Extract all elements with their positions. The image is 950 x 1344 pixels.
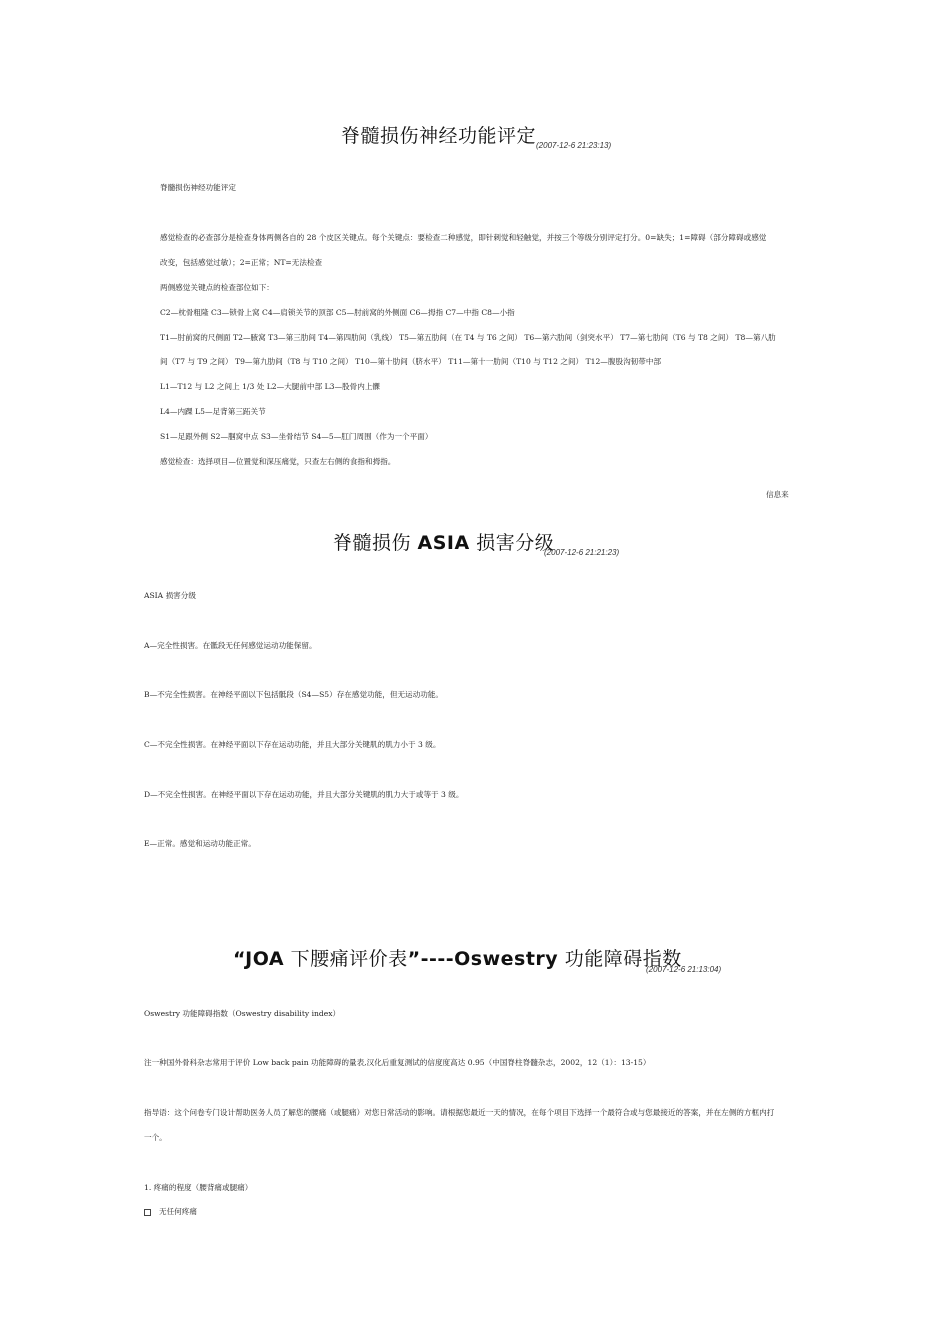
asia-grade-item: D—不完全性损害。在神经平面以下存在运动功能，并且大部分关键肌的肌力大于或等于 3 级。 [144, 790, 464, 799]
section1-paragraph: L4—内踝 L5—足背第三跖关节 [160, 407, 266, 416]
section2-title-bold: ASIA [417, 532, 470, 554]
question-1: 1. 疼痛的程度（腰背痛或腿痛） [144, 1183, 253, 1192]
section2-title-prefix: 脊髓损伤 [333, 532, 418, 554]
section3-title-end: 功能障碍指数 [558, 948, 682, 970]
section3-guide-line: 指导语：这个问卷专门设计帮助医务人员了解您的腰痛（或腿痛）对您日常活动的影响。请根据您最近一天的情况，在每个项目下选择一个最符合或与您最接近的答案，并在左侧的方框内打 [144, 1108, 775, 1117]
section2-subtitle: ASIA 损害分级 [144, 591, 196, 600]
checkbox-icon[interactable] [144, 1209, 151, 1216]
section1-timestamp: (2007-12-6 21:23:13) [536, 141, 612, 150]
section1-paragraph: C2—枕骨粗隆 C3—锁骨上窝 C4—肩锁关节的顶部 C5—肘前窝的外侧面 C6—拇指 C7—中指 C8—小指 [160, 308, 515, 317]
section1-paragraph: 两侧感觉关键点的检查部位如下： [160, 283, 274, 292]
section3-title-bold: ”----Oswestry [407, 948, 559, 970]
section3-title [233, 944, 682, 971]
section1-paragraph: L1—T12 与 L2 之间上 1/3 处 L2—大腿前中部 L3—股骨内上髁 [160, 382, 381, 391]
section1-paragraph: T1—肘前窝的尺侧面 T2—腋窝 T3—第三肋间 T4—第四肋间（乳线） T5—第五肋间（在 T4 与 T6 之间） T6—第六肋间（剑突水平） T7—第七肋间（T6 与 T8 之间） T8—第八肋 [160, 333, 776, 342]
section2-timestamp: (2007-12-6 21:21:23) [544, 548, 620, 557]
asia-grade-item: A—完全性损害。在骶段无任何感觉运动功能保留。 [144, 641, 317, 650]
section3-timestamp: (2007-12-6 21:13:04) [646, 965, 722, 974]
section1-source-note: 信息来 [766, 490, 789, 499]
section1-paragraph: S1—足跟外侧 S2—腘窝中点 S3—坐骨结节 S4—5—肛门周围（作为一个平面） [160, 432, 433, 441]
section1-paragraph: 间（T7 与 T9 之间） T9—第九肋间（T8 与 T10 之间） T10—第十肋间（脐水平） T11—第十一肋间（T10 与 T12 之间） T12—腹股沟韧带中部 [160, 357, 662, 366]
section3-guide-line: 一个。 [144, 1133, 167, 1142]
asia-grade-item: E—正常。感觉和运动功能正常。 [144, 839, 256, 848]
section3-subtitle: Oswestry 功能障碍指数（Oswestry disability index） [144, 1009, 341, 1018]
section3-title-mid: 下腰痛评价表 [284, 948, 408, 970]
section1-subtitle: 脊髓损伤神经功能评定 [160, 183, 236, 192]
section1-paragraph: 感觉检查的必查部分是检查身体两侧各自的 28 个皮区关键点。每个关键点：要检查二种感觉，即针刺觉和轻触觉，并按三个等级分别评定打分。0=缺失；1=障碍（部分障碍或感觉 [160, 233, 767, 242]
section1-paragraph: 改变，包括感觉过敏）；2=正常；NT=无法检查 [160, 258, 323, 267]
section2-title [333, 528, 554, 555]
section3-note: 注一种国外骨科杂志常用于评价 Low back pain 功能障碍的量表,汉化后重复测试的信度度高达 0.95（中国脊柱脊髓杂志，2002，12（1）：13-15） [144, 1058, 651, 1067]
asia-grade-item: B—不完全性损害。在神经平面以下包括骶段（S4—S5）存在感觉功能，但无运动功能。 [144, 690, 444, 699]
section3-title-open: “JOA [233, 948, 285, 970]
section2-title-suffix: 损害分级 [469, 532, 555, 554]
section1-title: 脊髓损伤神经功能评定 [341, 125, 537, 147]
question-1-option[interactable] [144, 1207, 197, 1217]
section1-paragraph: 感觉检查：选择项目—位置觉和深压痛觉，只查左右侧的食指和拇指。 [160, 457, 396, 466]
asia-grade-item: C—不完全性损害。在神经平面以下存在运动功能，并且大部分关键肌的肌力小于 3 级。 [144, 740, 441, 749]
option-label: 无任何疼痛 [159, 1207, 197, 1216]
